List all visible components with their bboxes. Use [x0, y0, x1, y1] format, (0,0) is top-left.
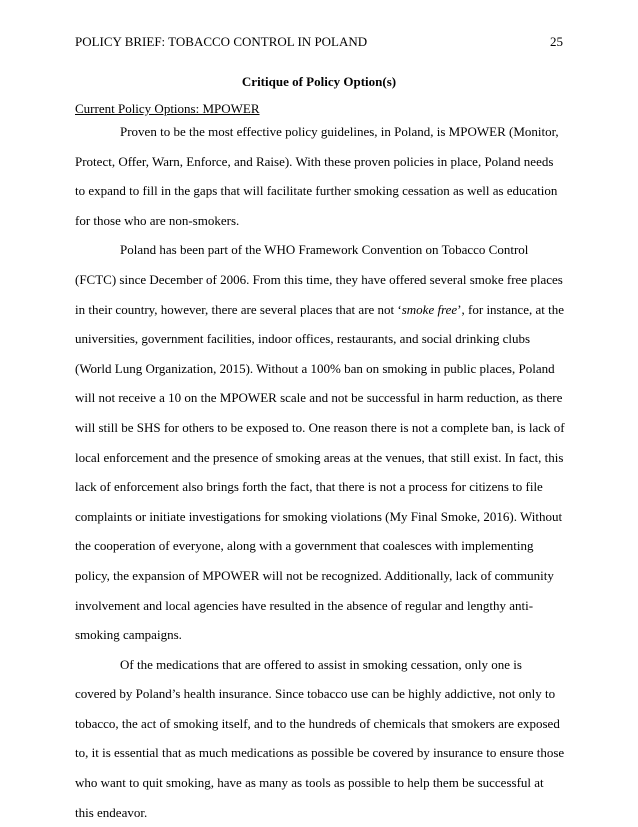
paragraph-2	[75, 235, 565, 649]
paragraph-2-italic: smoke free	[401, 301, 458, 317]
subheading: Current Policy Options: MPOWER	[75, 101, 260, 116]
paragraph-1: Proven to be the most effective policy guidelines, in Poland, is MPOWER (Monitor, Protect, Offer, Warn, Enforce, and Raise). With these proven policies in place, Poland needs to expand to fill in the gaps that will facilitate further smoking cessation as well as education for those who are non-smokers.	[75, 124, 559, 228]
running-head-title: POLICY BRIEF: TOBACCO CONTROL IN POLAND	[75, 34, 368, 49]
body-text	[75, 117, 565, 827]
paragraph-2-text-a: Poland has been part of the WHO Framework Convention on Tobacco Control (FCTC) since December of 2006. From this time, they have offered several smoke free places in their country, however, there are several places that are not ‘	[75, 242, 563, 317]
running-header	[75, 34, 563, 50]
paragraph-3: Of the medications that are offered to assist in smoking cessation, only one is covered by Poland’s health insurance. Since tobacco use can be highly addictive, not only to tobacco, the act of smoking itself, and to the hundreds of chemicals that smokers are exposed to, it is essential that as much medications as possible be covered by insurance to ensure those who want to quit smoking, have as many as tools as possible to help them be successful at this endeavor.	[75, 656, 565, 820]
section-title: Critique of Policy Option(s)	[241, 74, 397, 89]
paragraph-2-text-b: ’, for instance, at the universities, government facilities, indoor offices, restaurants, and social drinking clubs (World Lung Organization, 2015). Without a 100% ban on smoking in public places, Poland will not receive a 10 on the MPOWER scale and not be successful in harm reduction, as there will still be SHS for others to be exposed to. One reason there is not a complete ban, is lack of local enforcement and the presence of smoking areas at the venues, that still exist. In fact, this lack of enforcement also brings forth the fact, that there is not a process for citizens to file complaints or initiate investigations for smoking violations (My Final Smoke, 2016). Without the cooperation of everyone, along with a government that coalesces with implementing policy, the expansion of MPOWER will not be recognized. Additionally, lack of community involvement and local agencies have resulted in the absence of regular and lengthy anti-smoking campaigns.	[75, 301, 565, 643]
page-number: 25	[550, 34, 563, 49]
